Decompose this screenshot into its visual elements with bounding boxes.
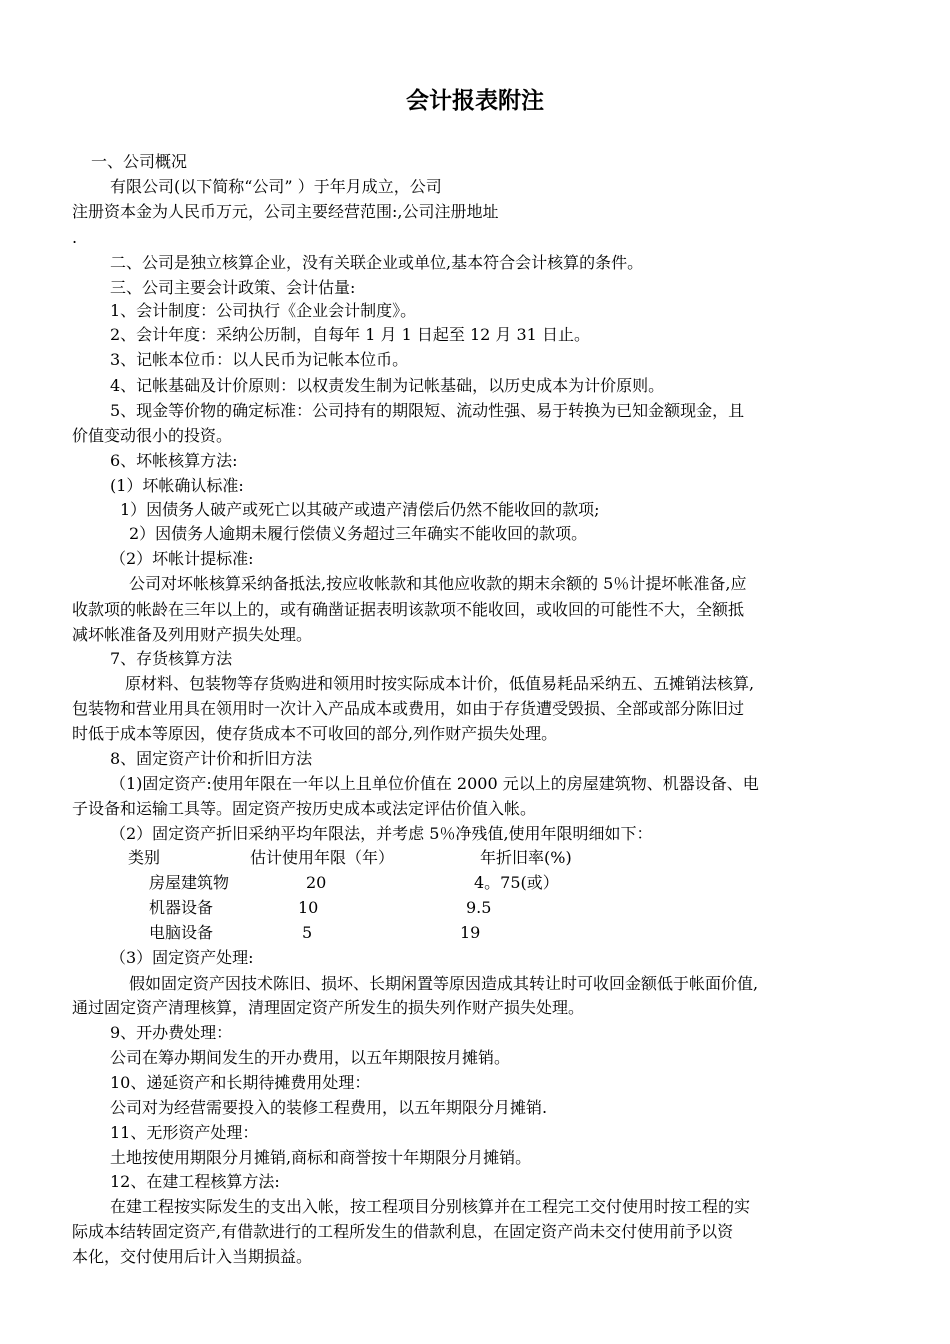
paragraph-line: 土地按使用期限分月摊销,商标和商誉按十年期限分月摊销。	[110, 1148, 532, 1167]
paragraph-line: 二、公司是独立核算企业，没有关联企业或单位,基本符合会计核算的条件。	[110, 253, 644, 272]
paragraph-line: 价值变动很小的投资。	[72, 426, 233, 445]
paragraph-line: （2）固定资产折旧采纳平均年限法，并考虑 5％净残值,使用年限明细如下：	[110, 824, 653, 843]
paragraph-line: 3、记帐本位币：以人民币为记帐本位币。	[110, 350, 409, 369]
paragraph-line: 本化，交付使用后计入当期损益。	[72, 1247, 313, 1266]
paragraph-line: 7、存货核算方法	[110, 649, 233, 668]
table-cell: 19	[460, 923, 481, 942]
paragraph-line: 减坏帐准备及列用财产损失处理。	[72, 625, 313, 644]
table-cell: 20	[306, 873, 327, 892]
table-header: 估计使用年限（年）	[250, 848, 395, 867]
paragraph-line: .	[72, 228, 78, 247]
paragraph-line: 6、坏帐核算方法:	[110, 451, 238, 470]
paragraph-line: 包装物和营业用具在领用时一次计入产品成本或费用，如由于存货遭受毁损、全部或部分陈旧过	[72, 699, 745, 718]
paragraph-line: 11、无形资产处理：	[110, 1123, 259, 1142]
paragraph-line: 假如固定资产因技术陈旧、损坏、长期闲置等原因造成其转让时可收回金额低于帐面价值,	[129, 974, 759, 993]
paragraph-line: 在建工程按实际发生的支出入帐，按工程项目分别核算并在工程完工交付使用时按工程的实	[110, 1197, 751, 1216]
paragraph-line: 1、会计制度：公司执行《企业会计制度》。	[110, 301, 417, 320]
table-header: 类别	[128, 848, 161, 867]
paragraph-line: 公司对为经营需要投入的装修工程费用，以五年期限分月摊销.	[110, 1098, 548, 1117]
table-header: 年折旧率(%)	[480, 848, 572, 867]
paragraph-line: 公司在筹办期间发生的开办费用，以五年期限按月摊销。	[110, 1048, 511, 1067]
table-cell: 10	[298, 898, 319, 917]
paragraph-line: 4、记帐基础及计价原则：以权责发生制为记帐基础，以历史成本为计价原则。	[110, 376, 665, 395]
table-cell: 5	[302, 923, 313, 942]
paragraph-line: 原材料、包装物等存货购进和领用时按实际成本计价，低值易耗品采纳五、五摊销法核算,	[125, 674, 755, 693]
table-cell: 9.5	[466, 898, 492, 917]
paragraph-line: 2、会计年度：采纳公历制，自每年 1 月 1 日起至 12 月 31 日止。	[110, 325, 590, 344]
paragraph-line: （3）固定资产处理:	[110, 948, 254, 967]
paragraph-line: 一、公司概况	[91, 152, 188, 171]
paragraph-line: 有限公司(以下简称“公司” ）于年月成立，公司	[110, 177, 442, 196]
table-cell: 4。75(或）	[474, 873, 559, 892]
table-cell: 房屋建筑物	[149, 873, 230, 892]
paragraph-line: 公司对坏帐核算采纳备抵法,按应收帐款和其他应收款的期末余额的 5％计提坏帐准备,应	[129, 574, 747, 593]
table-cell: 机器设备	[149, 898, 214, 917]
paragraph-line: 收款项的帐龄在三年以上的，或有确凿证据表明该款项不能收回，或收回的可能性不大，全额抵	[72, 600, 745, 619]
paragraph-line: 注册资本金为人民币万元，公司主要经营范围:,公司注册地址	[72, 202, 499, 221]
paragraph-line: 2）因债务人逾期未履行偿债义务超过三年确实不能收回的款项。	[129, 524, 588, 543]
table-cell: 电脑设备	[149, 923, 214, 942]
paragraph-line: 8、固定资产计价和折旧方法	[110, 749, 313, 768]
paragraph-line: 子设备和运输工具等。固定资产按历史成本或法定评估价值入帐。	[72, 799, 537, 818]
paragraph-line: 1）因债务人破产或死亡以其破产或遗产清偿后仍然不能收回的款项;	[120, 500, 600, 519]
paragraph-line: 通过固定资产清理核算，清理固定资产所发生的损失列作财产损失处理。	[72, 998, 585, 1017]
paragraph-line: 10、递延资产和长期待摊费用处理：	[110, 1073, 371, 1092]
paragraph-line: 12、在建工程核算方法:	[110, 1172, 280, 1191]
paragraph-line: 9、开办费处理：	[110, 1023, 233, 1042]
paragraph-line: 5、现金等价物的确定标准：公司持有的期限短、流动性强、易于转换为已知金额现金，且	[110, 401, 745, 420]
paragraph-line: 三、公司主要会计政策、会计估量:	[110, 278, 356, 297]
paragraph-line: 际成本结转固定资产,有借款进行的工程所发生的借款利息，在固定资产尚未交付使用前予以资	[72, 1222, 734, 1241]
paragraph-line: （2）坏帐计提标准:	[110, 549, 254, 568]
paragraph-line: (1）坏帐确认标准:	[110, 476, 244, 495]
paragraph-line: 时低于成本等原因，使存货成本不可收回的部分,列作财产损失处理。	[72, 724, 558, 743]
paragraph-line: （1)固定资产:使用年限在一年以上且单位价值在 2000 元以上的房屋建筑物、机器设备、电	[110, 774, 759, 793]
document-title: 会计报表附注	[406, 88, 544, 114]
